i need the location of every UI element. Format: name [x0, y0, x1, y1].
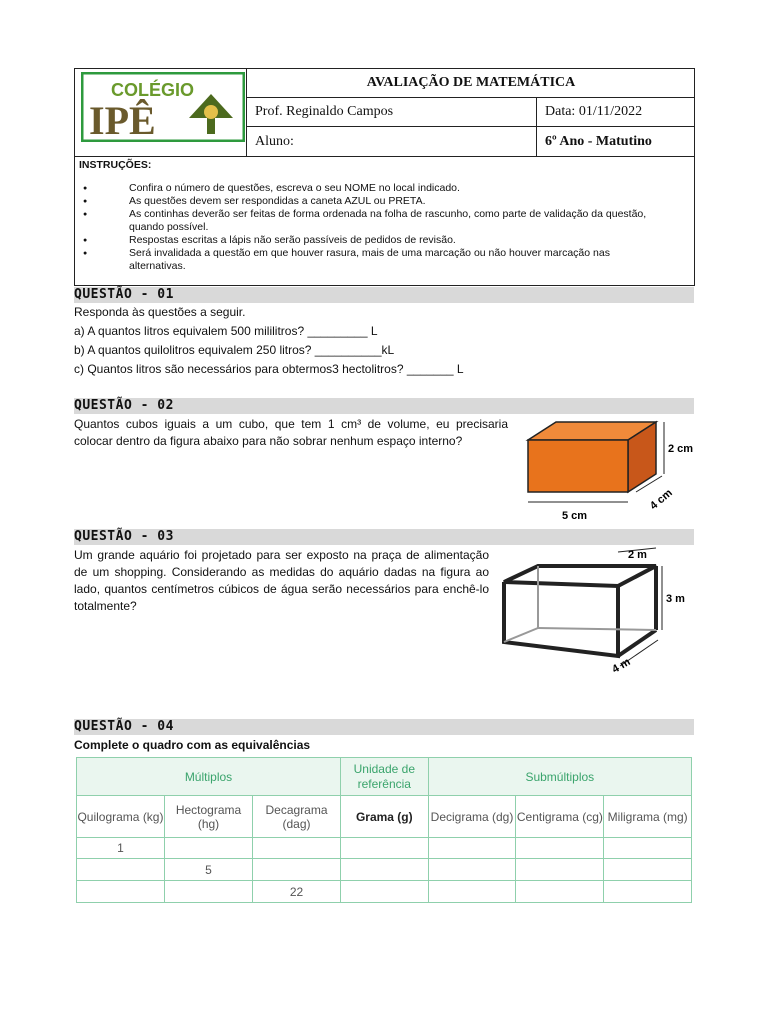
- instruction-item: ● As continhas deverão ser feitas de forma ordenada na folha de rascunho, como parte de validação da questão, quando possível.: [79, 208, 690, 234]
- instruction-item: ● Será invalidada a questão em que houver rasura, mais de uma marcação ou não houver marcação nas alternativas.: [79, 247, 690, 273]
- table-cell[interactable]: [428, 859, 516, 881]
- group-multiples: Múltiplos: [77, 758, 341, 796]
- instructions: [75, 157, 694, 273]
- student-label[interactable]: Aluno:: [247, 127, 537, 156]
- q3-aquarium-figure: [496, 546, 696, 676]
- table-cell[interactable]: [428, 881, 516, 903]
- exam-date: Data: 01/11/2022: [545, 104, 643, 119]
- group-submultiples: Submúltiplos: [428, 758, 691, 796]
- table-cell[interactable]: 1: [77, 838, 165, 859]
- q2-box-figure: [520, 412, 700, 524]
- table-cell[interactable]: [516, 859, 604, 881]
- table-cell[interactable]: [164, 838, 252, 859]
- table-row: [77, 881, 692, 903]
- instruction-item: ● Confira o número de questões, escreva o seu NOME no local indicado.: [79, 182, 690, 195]
- title-row: [247, 69, 695, 98]
- q1-intro: Responda às questões a seguir.: [74, 305, 246, 319]
- professor-name: Prof. Reginaldo Campos: [247, 98, 537, 126]
- equivalence-table: [76, 757, 692, 903]
- table-cell[interactable]: [164, 881, 252, 903]
- q2-dim-height: 2 cm: [668, 443, 694, 455]
- question-1-header: QUESTÃO - 01: [74, 287, 694, 303]
- col-header: Centigrama (cg): [516, 796, 604, 838]
- group-reference: Unidade de referência: [341, 758, 429, 796]
- q1-item-a: a) A quantos litros equivalem 500 mililitros? _________ L: [74, 324, 378, 338]
- professor-row: [247, 98, 695, 127]
- table-cell[interactable]: 22: [253, 881, 341, 903]
- question-2-header: QUESTÃO - 02: [74, 398, 694, 414]
- col-header: Grama (g): [341, 796, 429, 838]
- table-cell[interactable]: [77, 859, 165, 881]
- table-cell[interactable]: [341, 838, 429, 859]
- logo-text-colegio: COLÉGIO: [111, 80, 195, 100]
- q3-dim-bottom: 4 m: [610, 655, 633, 676]
- table-cell[interactable]: [604, 859, 692, 881]
- table-cell[interactable]: [428, 838, 516, 859]
- logo-cell: [75, 69, 247, 157]
- box-front-face: [528, 440, 628, 492]
- instruction-item: ● Respostas escritas a lápis não serão passíveis de pedidos de revisão.: [79, 234, 690, 247]
- exam-title: AVALIAÇÃO DE MATEMÁTICA: [366, 75, 576, 90]
- col-header: Decigrama (dg): [428, 796, 516, 838]
- student-row: [247, 127, 695, 157]
- table-cell[interactable]: [341, 859, 429, 881]
- q3-dim-side: 3 m: [666, 593, 685, 605]
- q2-dim-width: 5 cm: [562, 510, 588, 522]
- table-cell[interactable]: [516, 881, 604, 903]
- table-row: [77, 838, 692, 859]
- table-cell[interactable]: [253, 859, 341, 881]
- q2-dim-depth: 4 cm: [647, 486, 675, 513]
- table-cell[interactable]: [604, 838, 692, 859]
- q1-item-b: b) A quantos quilolitros equivalem 250 litros? __________kL: [74, 343, 395, 357]
- school-logo: [81, 72, 245, 142]
- table-row: [77, 859, 692, 881]
- col-header: Hectograma (hg): [164, 796, 252, 838]
- q3-dim-top: 2 m: [628, 549, 647, 561]
- table-cell[interactable]: [341, 881, 429, 903]
- q4-intro: Complete o quadro com as equivalências: [74, 738, 311, 752]
- q3-text: Um grande aquário foi projetado para ser exposto na praça de alimentação de um shopping. Considerando as medidas do aquário dadas na figura ao lado, quantos centímetros cúbicos de água serão necessários para enchê-lo totalmente?: [74, 548, 489, 613]
- header-table: [74, 68, 695, 286]
- col-header: Miligrama (mg): [604, 796, 692, 838]
- col-header: Decagrama (dag): [253, 796, 341, 838]
- table-cell[interactable]: [77, 881, 165, 903]
- table-cell[interactable]: [253, 838, 341, 859]
- q2-text: Quantos cubos iguais a um cubo, que tem 1 cm³ de volume, eu precisaria colocar dentro da figura abaixo para não sobrar nenhum espaço interno?: [74, 417, 508, 448]
- table-cell[interactable]: [604, 881, 692, 903]
- aquarium-top-frame: [504, 566, 656, 586]
- question-4-header: QUESTÃO - 04: [74, 719, 694, 735]
- table-cell[interactable]: [516, 838, 604, 859]
- q1-item-c: c) Quantos litros são necessários para obtermos3 hectolitros? _______ L: [74, 362, 464, 376]
- question-3-header: QUESTÃO - 03: [74, 529, 694, 545]
- grade-label: 6º Ano - Matutino: [545, 133, 652, 149]
- logo-text-ipe: IPÊ: [89, 98, 156, 142]
- table-cell[interactable]: 5: [164, 859, 252, 881]
- instruction-item: ● As questões devem ser respondidas a caneta AZUL ou PRETA.: [79, 195, 690, 208]
- instructions-heading: INSTRUÇÕES:: [79, 159, 152, 171]
- col-header: Quilograma (kg): [77, 796, 165, 838]
